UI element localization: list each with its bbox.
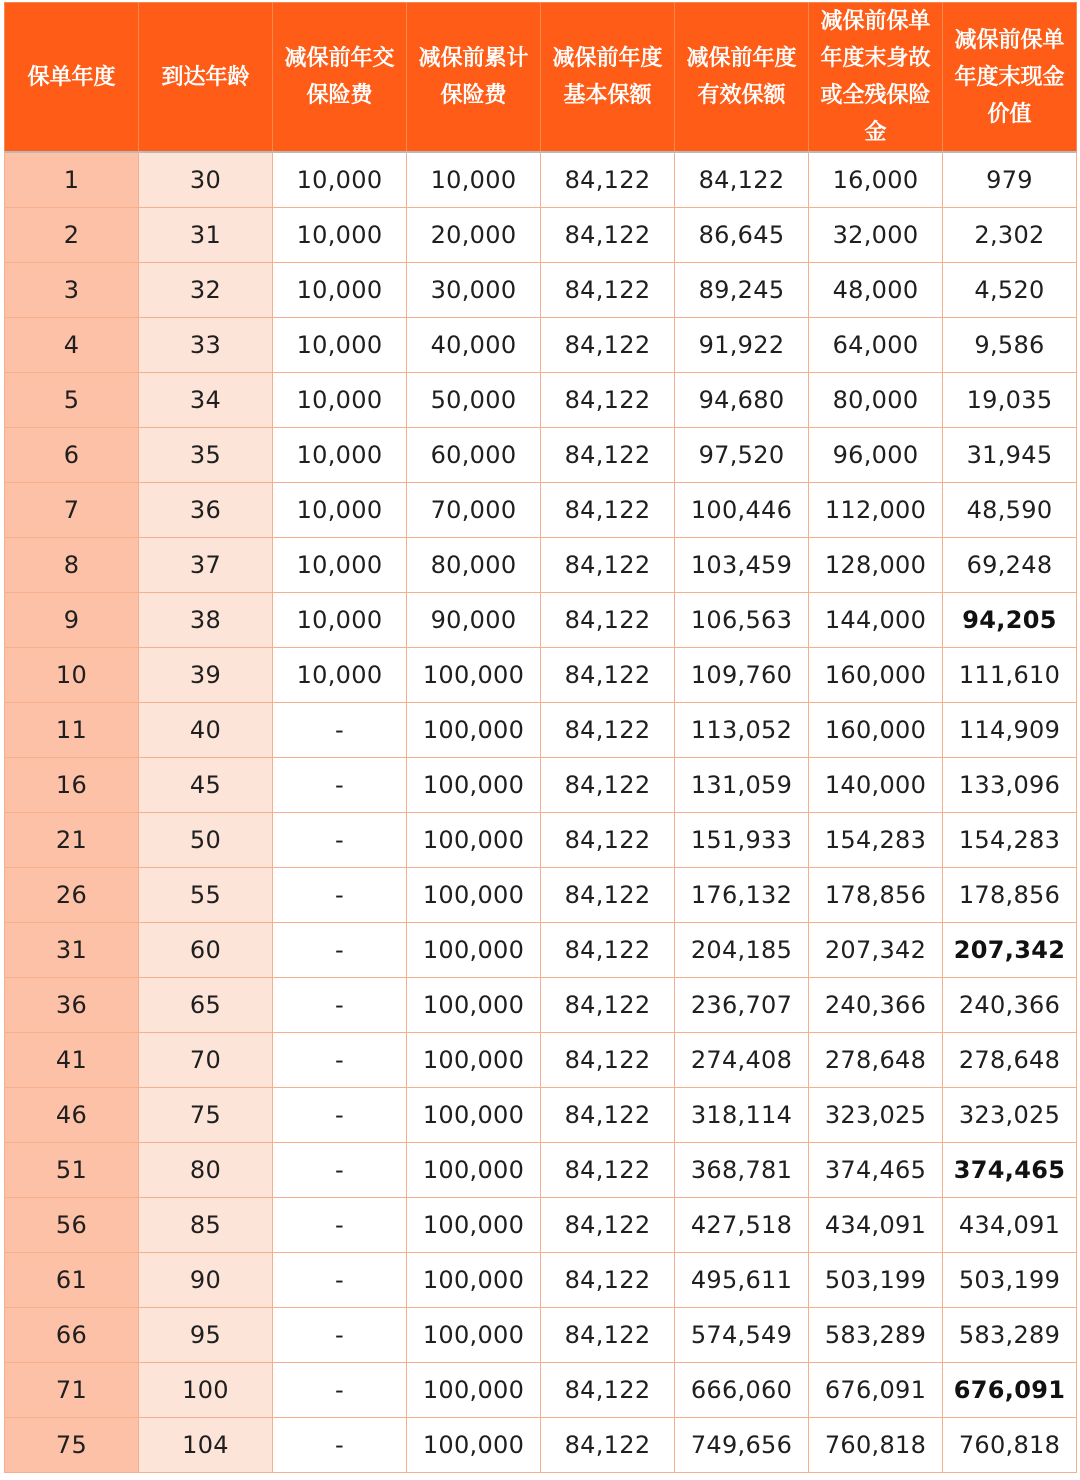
cell-effective-sum-insured: 113,052 bbox=[675, 703, 809, 758]
table-row bbox=[5, 1033, 1077, 1088]
cell-annual-premium: 10,000 bbox=[273, 152, 407, 208]
cell-age: 100 bbox=[139, 1363, 273, 1418]
cell-death-benefit: 16,000 bbox=[809, 152, 943, 208]
cell-death-benefit: 760,818 bbox=[809, 1418, 943, 1473]
cell-cash-value: 154,283 bbox=[943, 813, 1077, 868]
cell-policy-year: 56 bbox=[5, 1198, 139, 1253]
cell-annual-premium: - bbox=[273, 1033, 407, 1088]
cell-death-benefit: 64,000 bbox=[809, 318, 943, 373]
cell-age: 50 bbox=[139, 813, 273, 868]
cell-annual-premium: 10,000 bbox=[273, 483, 407, 538]
cell-basic-sum-insured: 84,122 bbox=[541, 1088, 675, 1143]
cell-age: 39 bbox=[139, 648, 273, 703]
table-row bbox=[5, 1088, 1077, 1143]
cell-death-benefit: 80,000 bbox=[809, 373, 943, 428]
header-age-reached: 到达年龄 bbox=[139, 3, 273, 153]
table-row bbox=[5, 703, 1077, 758]
cell-death-benefit: 278,648 bbox=[809, 1033, 943, 1088]
table-header-row bbox=[5, 3, 1077, 153]
cell-effective-sum-insured: 97,520 bbox=[675, 428, 809, 483]
cell-age: 80 bbox=[139, 1143, 273, 1198]
cell-effective-sum-insured: 368,781 bbox=[675, 1143, 809, 1198]
cell-death-benefit: 503,199 bbox=[809, 1253, 943, 1308]
header-annual-premium: 减保前年交保险费 bbox=[273, 3, 407, 153]
cell-policy-year: 6 bbox=[5, 428, 139, 483]
cell-policy-year: 75 bbox=[5, 1418, 139, 1473]
cell-death-benefit: 112,000 bbox=[809, 483, 943, 538]
cell-annual-premium: - bbox=[273, 1143, 407, 1198]
cell-cash-value: 19,035 bbox=[943, 373, 1077, 428]
cell-cash-value: 94,205 bbox=[943, 593, 1077, 648]
cell-basic-sum-insured: 84,122 bbox=[541, 318, 675, 373]
cell-cumulative-premium: 20,000 bbox=[407, 208, 541, 263]
cell-policy-year: 16 bbox=[5, 758, 139, 813]
cell-cumulative-premium: 100,000 bbox=[407, 1363, 541, 1418]
cell-annual-premium: - bbox=[273, 978, 407, 1033]
table-row bbox=[5, 263, 1077, 318]
cell-age: 30 bbox=[139, 152, 273, 208]
cell-policy-year: 5 bbox=[5, 373, 139, 428]
cell-cumulative-premium: 30,000 bbox=[407, 263, 541, 318]
cell-annual-premium: - bbox=[273, 813, 407, 868]
cell-death-benefit: 140,000 bbox=[809, 758, 943, 813]
insurance-benefit-table bbox=[4, 2, 1077, 1473]
table-row bbox=[5, 593, 1077, 648]
cell-age: 33 bbox=[139, 318, 273, 373]
cell-effective-sum-insured: 427,518 bbox=[675, 1198, 809, 1253]
cell-effective-sum-insured: 94,680 bbox=[675, 373, 809, 428]
cell-cash-value: 374,465 bbox=[943, 1143, 1077, 1198]
header-effective-sum-insured: 减保前年度有效保额 bbox=[675, 3, 809, 153]
cell-policy-year: 7 bbox=[5, 483, 139, 538]
table-row bbox=[5, 1308, 1077, 1363]
cell-age: 45 bbox=[139, 758, 273, 813]
cell-cash-value: 278,648 bbox=[943, 1033, 1077, 1088]
cell-death-benefit: 32,000 bbox=[809, 208, 943, 263]
cell-cumulative-premium: 60,000 bbox=[407, 428, 541, 483]
cell-effective-sum-insured: 100,446 bbox=[675, 483, 809, 538]
table-body bbox=[5, 152, 1077, 1473]
cell-policy-year: 9 bbox=[5, 593, 139, 648]
cell-basic-sum-insured: 84,122 bbox=[541, 703, 675, 758]
cell-basic-sum-insured: 84,122 bbox=[541, 373, 675, 428]
cell-basic-sum-insured: 84,122 bbox=[541, 1198, 675, 1253]
cell-cumulative-premium: 10,000 bbox=[407, 152, 541, 208]
cell-cumulative-premium: 100,000 bbox=[407, 703, 541, 758]
cell-cumulative-premium: 100,000 bbox=[407, 1198, 541, 1253]
cell-annual-premium: - bbox=[273, 1088, 407, 1143]
cell-cash-value: 4,520 bbox=[943, 263, 1077, 318]
cell-effective-sum-insured: 103,459 bbox=[675, 538, 809, 593]
cell-age: 95 bbox=[139, 1308, 273, 1363]
cell-policy-year: 11 bbox=[5, 703, 139, 758]
cell-annual-premium: - bbox=[273, 703, 407, 758]
cell-effective-sum-insured: 86,645 bbox=[675, 208, 809, 263]
cell-death-benefit: 240,366 bbox=[809, 978, 943, 1033]
table-row bbox=[5, 373, 1077, 428]
cell-policy-year: 46 bbox=[5, 1088, 139, 1143]
cell-annual-premium: - bbox=[273, 1308, 407, 1363]
table-row bbox=[5, 208, 1077, 263]
cell-cumulative-premium: 80,000 bbox=[407, 538, 541, 593]
cell-death-benefit: 676,091 bbox=[809, 1363, 943, 1418]
cell-annual-premium: 10,000 bbox=[273, 428, 407, 483]
cell-policy-year: 10 bbox=[5, 648, 139, 703]
cell-cash-value: 503,199 bbox=[943, 1253, 1077, 1308]
cell-annual-premium: - bbox=[273, 1198, 407, 1253]
cell-policy-year: 21 bbox=[5, 813, 139, 868]
cell-age: 36 bbox=[139, 483, 273, 538]
cell-basic-sum-insured: 84,122 bbox=[541, 978, 675, 1033]
cell-cash-value: 31,945 bbox=[943, 428, 1077, 483]
cell-annual-premium: - bbox=[273, 923, 407, 978]
cell-effective-sum-insured: 91,922 bbox=[675, 318, 809, 373]
cell-policy-year: 71 bbox=[5, 1363, 139, 1418]
table-row bbox=[5, 538, 1077, 593]
cell-cash-value: 48,590 bbox=[943, 483, 1077, 538]
cell-basic-sum-insured: 84,122 bbox=[541, 1143, 675, 1198]
cell-age: 38 bbox=[139, 593, 273, 648]
cell-basic-sum-insured: 84,122 bbox=[541, 648, 675, 703]
cell-death-benefit: 96,000 bbox=[809, 428, 943, 483]
cell-policy-year: 26 bbox=[5, 868, 139, 923]
table-row bbox=[5, 1198, 1077, 1253]
cell-policy-year: 1 bbox=[5, 152, 139, 208]
cell-policy-year: 2 bbox=[5, 208, 139, 263]
cell-annual-premium: 10,000 bbox=[273, 648, 407, 703]
cell-basic-sum-insured: 84,122 bbox=[541, 813, 675, 868]
table-row bbox=[5, 1253, 1077, 1308]
cell-age: 37 bbox=[139, 538, 273, 593]
cell-death-benefit: 374,465 bbox=[809, 1143, 943, 1198]
cell-annual-premium: 10,000 bbox=[273, 538, 407, 593]
cell-age: 60 bbox=[139, 923, 273, 978]
header-death-benefit: 减保前保单年度末身故或全残保险金 bbox=[809, 3, 943, 153]
cell-age: 55 bbox=[139, 868, 273, 923]
table-row bbox=[5, 923, 1077, 978]
cell-basic-sum-insured: 84,122 bbox=[541, 868, 675, 923]
cell-cumulative-premium: 70,000 bbox=[407, 483, 541, 538]
cell-cash-value: 760,818 bbox=[943, 1418, 1077, 1473]
cell-cumulative-premium: 90,000 bbox=[407, 593, 541, 648]
cell-cumulative-premium: 40,000 bbox=[407, 318, 541, 373]
cell-basic-sum-insured: 84,122 bbox=[541, 1308, 675, 1363]
cell-death-benefit: 128,000 bbox=[809, 538, 943, 593]
table-row bbox=[5, 868, 1077, 923]
cell-death-benefit: 154,283 bbox=[809, 813, 943, 868]
cell-basic-sum-insured: 84,122 bbox=[541, 1363, 675, 1418]
cell-death-benefit: 178,856 bbox=[809, 868, 943, 923]
cell-cash-value: 9,586 bbox=[943, 318, 1077, 373]
cell-death-benefit: 48,000 bbox=[809, 263, 943, 318]
cell-annual-premium: - bbox=[273, 1253, 407, 1308]
cell-effective-sum-insured: 131,059 bbox=[675, 758, 809, 813]
cell-basic-sum-insured: 84,122 bbox=[541, 593, 675, 648]
table-row bbox=[5, 1418, 1077, 1473]
cell-cash-value: 111,610 bbox=[943, 648, 1077, 703]
cell-cumulative-premium: 100,000 bbox=[407, 1418, 541, 1473]
cell-policy-year: 3 bbox=[5, 263, 139, 318]
cell-age: 40 bbox=[139, 703, 273, 758]
cell-death-benefit: 160,000 bbox=[809, 703, 943, 758]
cell-basic-sum-insured: 84,122 bbox=[541, 758, 675, 813]
cell-effective-sum-insured: 84,122 bbox=[675, 152, 809, 208]
cell-cash-value: 240,366 bbox=[943, 978, 1077, 1033]
cell-death-benefit: 434,091 bbox=[809, 1198, 943, 1253]
cell-cash-value: 207,342 bbox=[943, 923, 1077, 978]
cell-effective-sum-insured: 176,132 bbox=[675, 868, 809, 923]
table-row bbox=[5, 483, 1077, 538]
cell-effective-sum-insured: 151,933 bbox=[675, 813, 809, 868]
cell-cumulative-premium: 50,000 bbox=[407, 373, 541, 428]
table-row bbox=[5, 318, 1077, 373]
cell-annual-premium: 10,000 bbox=[273, 263, 407, 318]
cell-effective-sum-insured: 318,114 bbox=[675, 1088, 809, 1143]
cell-age: 65 bbox=[139, 978, 273, 1033]
cell-cash-value: 676,091 bbox=[943, 1363, 1077, 1418]
table-row bbox=[5, 428, 1077, 483]
cell-policy-year: 66 bbox=[5, 1308, 139, 1363]
cell-basic-sum-insured: 84,122 bbox=[541, 483, 675, 538]
table-row bbox=[5, 758, 1077, 813]
cell-policy-year: 31 bbox=[5, 923, 139, 978]
cell-death-benefit: 207,342 bbox=[809, 923, 943, 978]
header-basic-sum-insured: 减保前年度基本保额 bbox=[541, 3, 675, 153]
header-cumulative-premium: 减保前累计保险费 bbox=[407, 3, 541, 153]
cell-cash-value: 133,096 bbox=[943, 758, 1077, 813]
cell-cumulative-premium: 100,000 bbox=[407, 868, 541, 923]
cell-effective-sum-insured: 89,245 bbox=[675, 263, 809, 318]
cell-cumulative-premium: 100,000 bbox=[407, 978, 541, 1033]
cell-cumulative-premium: 100,000 bbox=[407, 758, 541, 813]
cell-cumulative-premium: 100,000 bbox=[407, 923, 541, 978]
cell-basic-sum-insured: 84,122 bbox=[541, 538, 675, 593]
header-cash-value: 减保前保单年度末现金价值 bbox=[943, 3, 1077, 153]
cell-cumulative-premium: 100,000 bbox=[407, 1253, 541, 1308]
cell-cash-value: 434,091 bbox=[943, 1198, 1077, 1253]
cell-basic-sum-insured: 84,122 bbox=[541, 1253, 675, 1308]
cell-annual-premium: - bbox=[273, 1363, 407, 1418]
table-row bbox=[5, 648, 1077, 703]
cell-cumulative-premium: 100,000 bbox=[407, 813, 541, 868]
cell-death-benefit: 323,025 bbox=[809, 1088, 943, 1143]
cell-policy-year: 8 bbox=[5, 538, 139, 593]
cell-death-benefit: 583,289 bbox=[809, 1308, 943, 1363]
cell-age: 34 bbox=[139, 373, 273, 428]
cell-annual-premium: 10,000 bbox=[273, 208, 407, 263]
cell-effective-sum-insured: 666,060 bbox=[675, 1363, 809, 1418]
cell-cumulative-premium: 100,000 bbox=[407, 1143, 541, 1198]
cell-cumulative-premium: 100,000 bbox=[407, 1308, 541, 1363]
cell-death-benefit: 160,000 bbox=[809, 648, 943, 703]
table-row bbox=[5, 1143, 1077, 1198]
cell-cash-value: 583,289 bbox=[943, 1308, 1077, 1363]
cell-effective-sum-insured: 204,185 bbox=[675, 923, 809, 978]
cell-age: 85 bbox=[139, 1198, 273, 1253]
table-container bbox=[4, 2, 1077, 1473]
cell-basic-sum-insured: 84,122 bbox=[541, 263, 675, 318]
cell-effective-sum-insured: 274,408 bbox=[675, 1033, 809, 1088]
cell-annual-premium: - bbox=[273, 868, 407, 923]
cell-basic-sum-insured: 84,122 bbox=[541, 1033, 675, 1088]
cell-basic-sum-insured: 84,122 bbox=[541, 1418, 675, 1473]
table-row bbox=[5, 978, 1077, 1033]
cell-effective-sum-insured: 495,611 bbox=[675, 1253, 809, 1308]
header-policy-year: 保单年度 bbox=[5, 3, 139, 153]
cell-policy-year: 61 bbox=[5, 1253, 139, 1308]
cell-age: 31 bbox=[139, 208, 273, 263]
cell-cash-value: 69,248 bbox=[943, 538, 1077, 593]
cell-effective-sum-insured: 749,656 bbox=[675, 1418, 809, 1473]
cell-effective-sum-insured: 106,563 bbox=[675, 593, 809, 648]
cell-death-benefit: 144,000 bbox=[809, 593, 943, 648]
cell-cumulative-premium: 100,000 bbox=[407, 1033, 541, 1088]
cell-basic-sum-insured: 84,122 bbox=[541, 923, 675, 978]
cell-age: 90 bbox=[139, 1253, 273, 1308]
cell-age: 35 bbox=[139, 428, 273, 483]
cell-policy-year: 51 bbox=[5, 1143, 139, 1198]
cell-basic-sum-insured: 84,122 bbox=[541, 208, 675, 263]
cell-annual-premium: - bbox=[273, 758, 407, 813]
cell-cash-value: 114,909 bbox=[943, 703, 1077, 758]
cell-age: 75 bbox=[139, 1088, 273, 1143]
cell-effective-sum-insured: 109,760 bbox=[675, 648, 809, 703]
cell-annual-premium: 10,000 bbox=[273, 318, 407, 373]
cell-age: 70 bbox=[139, 1033, 273, 1088]
cell-cash-value: 2,302 bbox=[943, 208, 1077, 263]
cell-cash-value: 323,025 bbox=[943, 1088, 1077, 1143]
cell-basic-sum-insured: 84,122 bbox=[541, 428, 675, 483]
cell-policy-year: 41 bbox=[5, 1033, 139, 1088]
cell-annual-premium: 10,000 bbox=[273, 593, 407, 648]
cell-age: 32 bbox=[139, 263, 273, 318]
cell-effective-sum-insured: 574,549 bbox=[675, 1308, 809, 1363]
table-row bbox=[5, 152, 1077, 208]
cell-basic-sum-insured: 84,122 bbox=[541, 152, 675, 208]
cell-cumulative-premium: 100,000 bbox=[407, 1088, 541, 1143]
cell-policy-year: 36 bbox=[5, 978, 139, 1033]
table-row bbox=[5, 1363, 1077, 1418]
cell-policy-year: 4 bbox=[5, 318, 139, 373]
cell-annual-premium: - bbox=[273, 1418, 407, 1473]
cell-cumulative-premium: 100,000 bbox=[407, 648, 541, 703]
table-row bbox=[5, 813, 1077, 868]
cell-cash-value: 178,856 bbox=[943, 868, 1077, 923]
cell-effective-sum-insured: 236,707 bbox=[675, 978, 809, 1033]
cell-age: 104 bbox=[139, 1418, 273, 1473]
cell-annual-premium: 10,000 bbox=[273, 373, 407, 428]
cell-cash-value: 979 bbox=[943, 152, 1077, 208]
